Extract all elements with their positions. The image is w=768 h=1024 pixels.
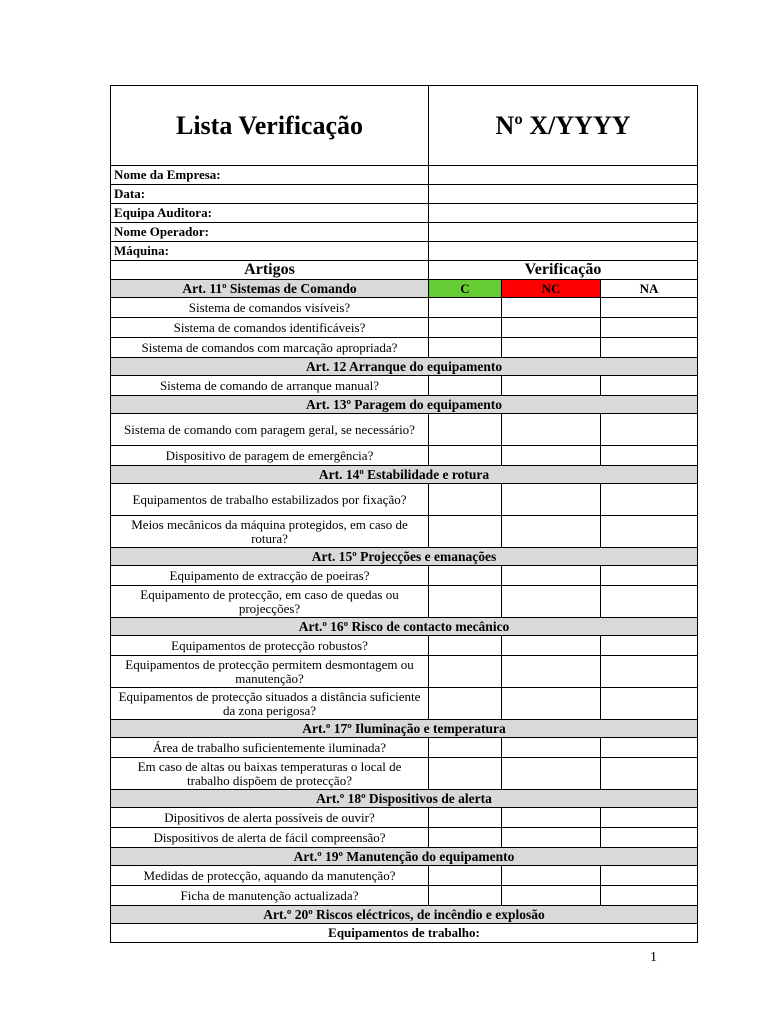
section-title: Art. 11º Sistemas de Comando xyxy=(111,280,429,298)
document-number: Nº X/YYYY xyxy=(429,86,698,166)
check-c-cell[interactable] xyxy=(429,376,502,396)
question-text: Equipamento de protecção, em caso de quedas ou projecções? xyxy=(111,586,429,618)
section-title: Art.º 19º Manutenção do equipamento xyxy=(111,848,698,866)
section-title: Art.º 20º Riscos eléctricos, de incêndio e explosão xyxy=(111,906,698,924)
section-title: Art.º 16º Risco de contacto mecânico xyxy=(111,618,698,636)
check-c-cell[interactable] xyxy=(429,656,502,688)
check-na-cell[interactable] xyxy=(601,298,698,318)
check-c-cell[interactable] xyxy=(429,828,502,848)
check-na-cell[interactable] xyxy=(601,484,698,516)
question-row xyxy=(111,828,698,848)
question-text: Ficha de manutenção actualizada? xyxy=(111,886,429,906)
check-na-cell[interactable] xyxy=(601,688,698,720)
question-row xyxy=(111,298,698,318)
check-nc-cell[interactable] xyxy=(502,376,601,396)
info-field-label: Nome da Empresa: xyxy=(111,166,429,185)
question-row xyxy=(111,636,698,656)
check-c-cell[interactable] xyxy=(429,446,502,466)
info-row xyxy=(111,242,698,261)
question-text: Equipamento de extracção de poeiras? xyxy=(111,566,429,586)
section-row xyxy=(111,906,698,924)
check-nc-cell[interactable] xyxy=(502,828,601,848)
info-field-value[interactable] xyxy=(429,242,698,261)
section-row xyxy=(111,396,698,414)
info-field-label: Data: xyxy=(111,185,429,204)
info-field-label: Equipa Auditora: xyxy=(111,204,429,223)
info-row xyxy=(111,223,698,242)
artigos-header: Artigos xyxy=(111,261,429,280)
question-text: Sistema de comandos identificáveis? xyxy=(111,318,429,338)
question-text: Sistema de comandos com marcação apropriada? xyxy=(111,338,429,358)
verificacao-header: Verificação xyxy=(429,261,698,280)
check-c-cell[interactable] xyxy=(429,566,502,586)
check-na-cell[interactable] xyxy=(601,808,698,828)
check-c-cell[interactable] xyxy=(429,636,502,656)
info-row xyxy=(111,204,698,223)
check-nc-cell[interactable] xyxy=(502,298,601,318)
check-c-cell[interactable] xyxy=(429,886,502,906)
check-c-cell[interactable] xyxy=(429,318,502,338)
question-row xyxy=(111,414,698,446)
question-text: Equipamentos de trabalho estabilizados por fixação? xyxy=(111,484,429,516)
info-row xyxy=(111,185,698,204)
question-row xyxy=(111,376,698,396)
question-text: Sistema de comando de arranque manual? xyxy=(111,376,429,396)
question-text: Meios mecânicos da máquina protegidos, em caso de rotura? xyxy=(111,516,429,548)
question-text: Em caso de altas ou baixas temperaturas o local de trabalho dispõem de protecção? xyxy=(111,758,429,790)
check-nc-cell[interactable] xyxy=(502,516,601,548)
question-row xyxy=(111,758,698,790)
check-c-cell[interactable] xyxy=(429,516,502,548)
section-title: Art. 13º Paragem do equipamento xyxy=(111,396,698,414)
info-field-value[interactable] xyxy=(429,166,698,185)
question-row xyxy=(111,446,698,466)
check-nc-cell[interactable] xyxy=(502,808,601,828)
check-c-cell[interactable] xyxy=(429,338,502,358)
question-row xyxy=(111,516,698,548)
check-na-cell[interactable] xyxy=(601,866,698,886)
question-row xyxy=(111,586,698,618)
check-nc-cell[interactable] xyxy=(502,414,601,446)
check-na-cell[interactable] xyxy=(601,636,698,656)
question-text: Sistema de comandos visíveis? xyxy=(111,298,429,318)
question-text: Dispositivo de paragem de emergência? xyxy=(111,446,429,466)
document-title: Lista Verificação xyxy=(111,86,429,166)
question-row xyxy=(111,866,698,886)
check-nc-cell[interactable] xyxy=(502,484,601,516)
question-text: Equipamentos de protecção permitem desmontagem ou manutenção? xyxy=(111,656,429,688)
info-field-value[interactable] xyxy=(429,204,698,223)
question-text: Sistema de comando com paragem geral, se necessário? xyxy=(111,414,429,446)
section-row xyxy=(111,358,698,376)
check-nc-cell[interactable] xyxy=(502,636,601,656)
info-field-label: Nome Operador: xyxy=(111,223,429,242)
check-na-cell[interactable] xyxy=(601,566,698,586)
check-c-cell[interactable] xyxy=(429,414,502,446)
checklist-table xyxy=(110,85,698,943)
check-na-cell[interactable] xyxy=(601,656,698,688)
check-c-cell[interactable] xyxy=(429,808,502,828)
title-row xyxy=(111,86,698,166)
section-row xyxy=(111,618,698,636)
check-c-cell[interactable] xyxy=(429,738,502,758)
column-na-header: NA xyxy=(601,280,698,298)
section-row xyxy=(111,548,698,566)
equipment-row xyxy=(111,924,698,943)
page-number: 1 xyxy=(650,950,657,965)
section-row xyxy=(111,466,698,484)
column-c-header: C xyxy=(429,280,502,298)
check-na-cell[interactable] xyxy=(601,414,698,446)
check-nc-cell[interactable] xyxy=(502,738,601,758)
check-c-cell[interactable] xyxy=(429,298,502,318)
question-text: Dispositivos de alerta de fácil compreensão? xyxy=(111,828,429,848)
question-row xyxy=(111,886,698,906)
question-row xyxy=(111,484,698,516)
info-row xyxy=(111,166,698,185)
section-row xyxy=(111,848,698,866)
check-nc-cell[interactable] xyxy=(502,338,601,358)
question-text: Dipositivos de alerta possíveis de ouvir? xyxy=(111,808,429,828)
check-na-cell[interactable] xyxy=(601,886,698,906)
check-na-cell[interactable] xyxy=(601,828,698,848)
check-na-cell[interactable] xyxy=(601,338,698,358)
question-row xyxy=(111,688,698,720)
check-c-cell[interactable] xyxy=(429,758,502,790)
section-title: Art. 12 Arranque do equipamento xyxy=(111,358,698,376)
question-row xyxy=(111,738,698,758)
check-na-cell[interactable] xyxy=(601,758,698,790)
check-nc-cell[interactable] xyxy=(502,866,601,886)
check-na-cell[interactable] xyxy=(601,516,698,548)
column-nc-header: NC xyxy=(502,280,601,298)
section-row xyxy=(111,790,698,808)
check-nc-cell[interactable] xyxy=(502,688,601,720)
info-field-value[interactable] xyxy=(429,185,698,204)
section-row xyxy=(111,720,698,738)
check-nc-cell[interactable] xyxy=(502,446,601,466)
check-c-cell[interactable] xyxy=(429,866,502,886)
check-na-cell[interactable] xyxy=(601,318,698,338)
check-nc-cell[interactable] xyxy=(502,318,601,338)
section-row xyxy=(111,280,698,298)
section-title: Art.º 17º Iluminação e temperatura xyxy=(111,720,698,738)
info-field-value[interactable] xyxy=(429,223,698,242)
question-text: Medidas de protecção, aquando da manutenção? xyxy=(111,866,429,886)
equipamentos-label: Equipamentos de trabalho: xyxy=(111,924,698,943)
check-c-cell[interactable] xyxy=(429,586,502,618)
question-row xyxy=(111,318,698,338)
check-nc-cell[interactable] xyxy=(502,758,601,790)
check-na-cell[interactable] xyxy=(601,586,698,618)
info-field-label: Máquina: xyxy=(111,242,429,261)
question-row xyxy=(111,656,698,688)
column-header-row xyxy=(111,261,698,280)
section-title: Art. 14º Estabilidade e rotura xyxy=(111,466,698,484)
check-nc-cell[interactable] xyxy=(502,656,601,688)
check-c-cell[interactable] xyxy=(429,484,502,516)
question-row xyxy=(111,338,698,358)
section-title: Art.º 18º Dispositivos de alerta xyxy=(111,790,698,808)
question-row xyxy=(111,566,698,586)
check-na-cell[interactable] xyxy=(601,738,698,758)
question-text: Área de trabalho suficientemente iluminada? xyxy=(111,738,429,758)
check-nc-cell[interactable] xyxy=(502,886,601,906)
check-nc-cell[interactable] xyxy=(502,566,601,586)
section-title: Art. 15º Projecções e emanações xyxy=(111,548,698,566)
check-nc-cell[interactable] xyxy=(502,586,601,618)
question-text: Equipamentos de protecção situados a distância suficiente da zona perigosa? xyxy=(111,688,429,720)
question-text: Equipamentos de protecção robustos? xyxy=(111,636,429,656)
question-row xyxy=(111,808,698,828)
check-na-cell[interactable] xyxy=(601,376,698,396)
check-c-cell[interactable] xyxy=(429,688,502,720)
check-na-cell[interactable] xyxy=(601,446,698,466)
